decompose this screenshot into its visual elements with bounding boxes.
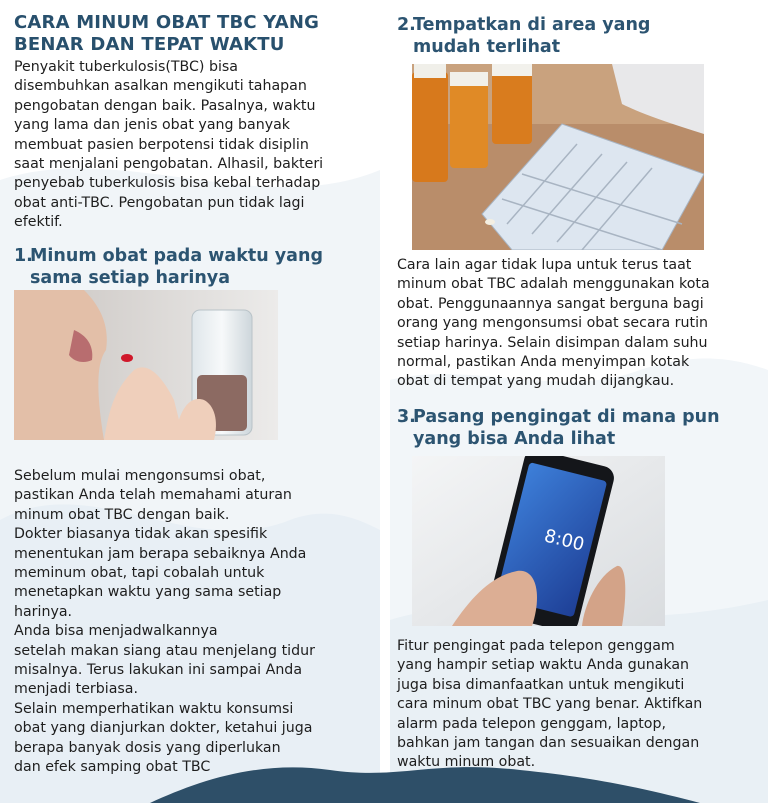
intro-paragraph: Penyakit tuberkulosis(TBC) bisa disembuhkan asalkan mengikuti tahapan pengobatan dengan baik. Pasalnya, waktu yang lama dan jenis obat yang banyak membuat pasien berpotensi tidak disiplin saat menjalani pengobatan. Alhasil, bakteri penyebab tuberkulosis bisa kebal terhadap obat anti-TBC. Pengobatan pun tidak lagi efektif.	[14, 59, 324, 231]
section-1-body: Sebelum mulai mengonsumsi obat, pastikan Anda telah memahami aturan minum obat TBC dengan baik. Dokter biasanya tidak akan spesifik menentukan jam berapa sebaiknya Anda meminum obat, tapi cobalah untuk menetapkan waktu yang sama setiap harinya. Anda bisa menjadwalkannya setelah makan siang atau menjelang tidur misalnya. Terus lakukan ini sampai Anda menjadi terbiasa. Selain memperhatikan waktu konsumsi obat yang dianjurkan dokter, ketahui juga berapa banyak dosis yang diperlukan dan efek samping obat TBC	[14, 468, 315, 776]
woman-taking-pill-image	[14, 290, 278, 440]
section-2-body: Cara lain agar tidak lupa untuk terus taat minum obat TBC adalah menggunakan kota obat. Penggunaannya sangat berguna bagi orang yang mengonsumsi obat secara rutin setiap harinya. Selain disimpan dalam suhu normal, pastikan Anda menyimpan kotak obat di tempat yang mudah dijangkau.	[397, 257, 710, 390]
section-1-heading: 1.Minum obat pada waktu yang sama setiap harinya	[14, 245, 323, 288]
section-3-heading: 3.Pasang pengingat di mana pun yang bisa Anda lihat	[397, 407, 720, 449]
section-2-heading: 2.Tempatkan di area yang mudah terlihat	[397, 15, 651, 57]
phone-alarm-image	[412, 456, 665, 626]
phone-time-display: 8:00	[542, 525, 587, 556]
right-column	[397, 14, 761, 58]
pill-organizer-image	[412, 64, 704, 250]
section-3-body: Fitur pengingat pada telepon genggam yang hampir setiap waktu Anda gunakan juga bisa dimanfaatkan untuk mengikuti cara minum obat TBC yang benar. Aktifkan alarm pada telepon genggam, laptop, bahkan jam tangan dan sesuaikan dengan waktu minum obat.	[397, 638, 703, 771]
left-column	[14, 12, 376, 289]
page-title: CARA MINUM OBAT TBC YANG BENAR DAN TEPAT WAKTU	[14, 12, 320, 55]
